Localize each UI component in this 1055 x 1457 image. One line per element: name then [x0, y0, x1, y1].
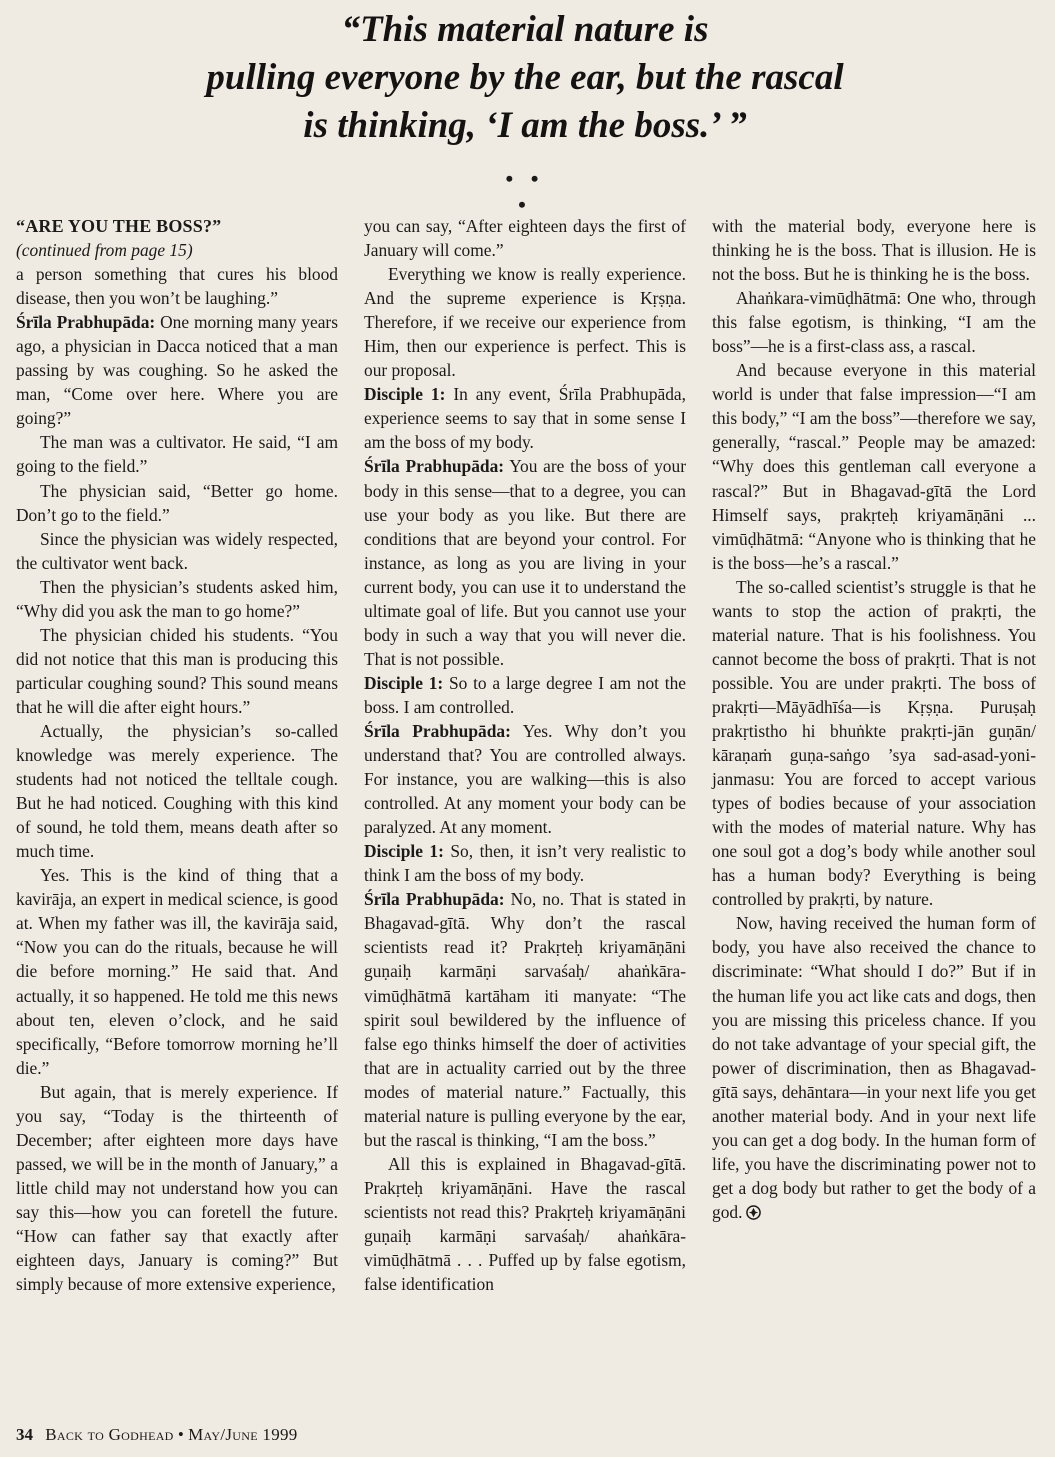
article-paragraph: [364, 1152, 686, 1296]
paragraph-text: So to a large degree I am not the boss. I am controlled.: [364, 672, 686, 717]
paragraph-text: Yes. This is the kind of thing that a kavirāja, an expert in medical science, is good at. When my father was ill, the kavirāja said, “Now you can do the rituals, because he will die before morning.” He said that. And actually, it so happened. He told me this news about ten, eleven o’clock, and he said specifically, “Before tomorrow morning he’ll die.”: [16, 865, 338, 1078]
column-1-body: [16, 262, 338, 1296]
paragraph-text: you can say, “After eighteen days the first of January will come.”: [364, 216, 686, 261]
article-paragraph: [364, 214, 686, 262]
speaker-label: Śrīla Prabhupāda:: [364, 720, 511, 741]
ornament-dots: • • •: [505, 166, 545, 217]
paragraph-text: The physician said, “Better go home. Don’t go to the field.”: [16, 480, 338, 525]
article-heading: “ARE YOU THE BOSS?”: [16, 216, 222, 236]
article-paragraph: [16, 1080, 338, 1296]
article-column-3: [712, 214, 1036, 1224]
paragraph-text: One morning many years ago, a physician in Dacca noticed that a man passing by was coughing. So he asked the man, “Come over here. Where you are going?”: [16, 312, 338, 429]
article-paragraph: [364, 671, 686, 719]
article-paragraph: [16, 430, 338, 478]
paragraph-text: You are the boss of your body in this sense—that to a degree, you can use your body as you like. But there are conditions that are beyond your control. For instance, as long as you are living in your current body, you can use it to understand the ultimate goal of life. But you cannot use your body in such a way that you will never die. That is not possible.: [364, 456, 686, 669]
paragraph-text: Then the physician’s students asked him, “Why did you ask the man to go home?”: [16, 576, 338, 621]
article-paragraph: [16, 719, 338, 863]
speaker-label: Disciple 1:: [364, 384, 446, 405]
paragraph-text: So, then, it isn’t very realistic to think I am the boss of my body.: [364, 841, 686, 886]
column-3-body: [712, 214, 1036, 1224]
magazine-name: Back to Godhead: [45, 1425, 174, 1444]
article-column-2: [364, 214, 686, 1296]
paragraph-text: In any event, Śrīla Prabhupāda, experience seems to say that in some sense I am the boss of my body.: [364, 384, 687, 453]
issue-date: May/June 1999: [188, 1425, 298, 1444]
page-footer: [16, 1425, 298, 1445]
paragraph-text: Yes. Why don’t you understand that? You are controlled always. For instance, you are walking—this is also controlled. At any moment your body can be paralyzed. At any moment.: [364, 720, 686, 838]
speaker-label: Disciple 1:: [364, 672, 444, 693]
article-paragraph: [16, 527, 338, 575]
article-paragraph: [16, 262, 338, 310]
paragraph-text: Now, having received the human form of body, you have also received the chance to discriminate: “What should I do?” But if in the human life you act like cats and dogs, then you are missing this priceless chance. If you do not take advantage of your special gift, the power of discrimination, then as Bhagavad-gītā says, dehāntara—in your next life you get another material body. And in your next life you can get a dog body. In the human form of life, you have the discriminating power not to get a dog body but rather to get the body of a god.: [712, 913, 1036, 1222]
speaker-label: Śrīla Prabhupāda:: [364, 456, 505, 477]
pull-quote: [130, 6, 920, 150]
article-paragraph: [16, 310, 338, 430]
paragraph-text: And because everyone in this material world is under that false impression—“I am this body,” “I am the boss”—therefore we say, generally, “rascal.” People may be amazed: “Why does this gentleman call everyone a rascal?” But in Bhagavad-gītā the Lord Himself says, prakṛteḥ kriyamāṇāni ... vimūḍhātmā: “Anyone who is thinking that he is the boss—he’s a rascal.”: [712, 360, 1036, 573]
paragraph-text: Since the physician was widely respected, the cultivator went back.: [16, 528, 338, 573]
page-number: 34: [16, 1425, 33, 1444]
article-paragraph: [16, 575, 338, 623]
paragraph-text: The man was a cultivator. He said, “I am going to the field.”: [16, 432, 338, 477]
footer-separator: •: [177, 1425, 184, 1444]
article-paragraph: [16, 623, 338, 719]
article-paragraph: [364, 839, 686, 887]
article-paragraph: [364, 454, 686, 670]
paragraph-text: a person something that cures his blood disease, then you won’t be laughing.”: [16, 264, 338, 309]
article-paragraph: [364, 719, 686, 839]
pull-quote-line: “This material nature is: [341, 9, 709, 50]
paragraph-text: All this is explained in Bhagavad-gītā. Prakṛteḥ kriyamāṇāni. Have the rascal scientists not read this? Prakṛteḥ kriyamāṇāni guṇaiḥ karmāṇi sarvaśaḥ/ ahaṅkāra-vimūḍhātmā . . . Puffed up by false egotism, false identification: [364, 1153, 686, 1295]
article-paragraph: [16, 863, 338, 1079]
paragraph-text: with the material body, everyone here is thinking he is the boss. That is illusion. He is not the boss. But he is thinking he is the boss.: [712, 216, 1036, 285]
continued-note: (continued from page 15): [16, 240, 193, 261]
article-paragraph: [712, 358, 1036, 574]
paragraph-text: Everything we know is really experience. And the supreme experience is Kṛṣṇa. Therefore, if we receive our experience from Him, then our experience is perfect. This is our proposal.: [364, 264, 686, 381]
article-paragraph: [364, 382, 686, 454]
column-2-body: [364, 214, 686, 1296]
article-paragraph: [364, 262, 686, 382]
paragraph-text: Actually, the physician’s so-called knowledge was merely experience. The students had not noticed the telltale cough. But he had noticed. Coughing with this kind of sound, he told them, means death after so much time.: [16, 720, 338, 862]
paragraph-text: Ahaṅkara-vimūḍhātmā: One who, through this false egotism, is thinking, “I am the boss”—he is a first-class ass, a rascal.: [712, 288, 1036, 357]
article-paragraph: [712, 286, 1036, 358]
paragraph-text: No, no. That is stated in Bhagavad-gītā. Why don’t the rascal scientists read it? Prakṛteḥ kriyamāṇāni guṇaiḥ karmāṇi sarvaśaḥ/ ahaṅkāra-vimūḍhātmā kartāham iti manyate: “The spirit soul bewildered by the influence of false ego thinks himself the doer of activities that are in actuality carried out by the three modes of material nature.” Factually, this material nature is pulling everyone by the ear, but the rascal is thinking, “I am the boss.”: [364, 889, 686, 1150]
pull-quote-line: is thinking, ‘I am the boss.’ ”: [303, 105, 747, 146]
article-paragraph: [712, 575, 1036, 912]
paragraph-text: The so-called scientist’s struggle is that he wants to stop the action of prakṛti, the material nature. That is his foolishness. You cannot become the boss of prakṛti. That is not possible. You are under prakṛti. The boss of prakṛti—Māyādhīśa—is Kṛṣṇa. Puruṣaḥ prakṛtistho hi bhuṅkte prakṛti-jān guṇān/ kāraṇaṁ guṇa-saṅgo ’sya sad-asad-yoni-janmasu: You are forced to accept various types of bodies because of your association with the modes of material nature. Why has one soul got a dog’s body while another soul has a human body? Everything is being controlled by prakṛti, by nature.: [712, 576, 1036, 910]
article-paragraph: [712, 911, 1036, 1224]
article-paragraph: [712, 214, 1036, 286]
pull-quote-line: pulling everyone by the ear, but the rascal: [206, 57, 844, 98]
article-paragraph: [364, 887, 686, 1152]
speaker-label: Śrīla Prabhupāda:: [16, 312, 156, 333]
paragraph-text: But again, that is merely experience. If you say, “Today is the thirteenth of December; after eighteen more days have passed, we will be in the month of January,” a little child may not understand how you can say this—how you can foretell the future. “How can father say that exactly after eighteen days, January is coming?” But simply because of more extensive experience,: [16, 1081, 338, 1295]
article-paragraph: [16, 479, 338, 527]
speaker-label: Disciple 1:: [364, 841, 444, 862]
article-column-1: [16, 214, 338, 1296]
speaker-label: Śrīla Prabhupāda:: [364, 889, 505, 910]
end-mark-icon: [746, 1205, 761, 1220]
paragraph-text: The physician chided his students. “You did not notice that this man is producing this particular coughing sound? This sound means that he will die after eight hours.”: [16, 624, 338, 717]
